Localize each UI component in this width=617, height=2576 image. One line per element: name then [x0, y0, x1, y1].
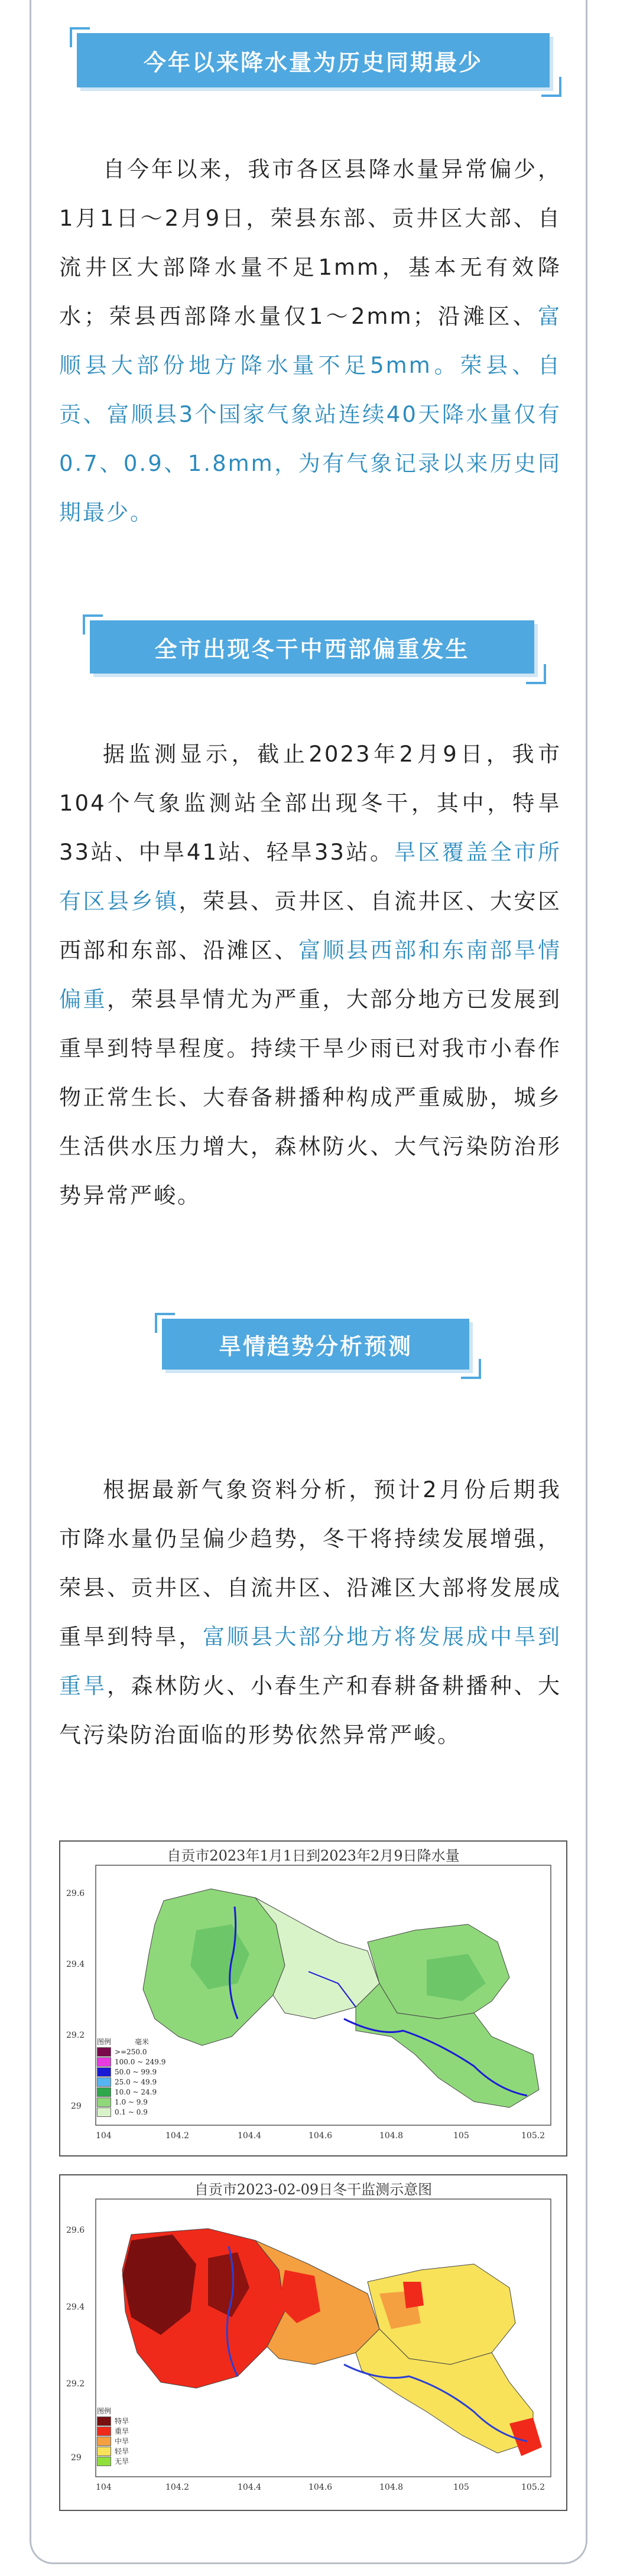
- legend-item: [97, 2087, 165, 2097]
- x-tick: 104.8: [379, 2483, 404, 2492]
- x-tick: 105: [453, 2483, 469, 2492]
- legend-label: >=250.0: [115, 2047, 147, 2056]
- paragraph-3: [59, 1465, 561, 1759]
- legend-label: 1.0 ~ 9.9: [115, 2097, 148, 2106]
- map-title: 自贡市2023-02-09日冬干监测示意图: [194, 2181, 433, 2198]
- x-tick: 104.6: [308, 2483, 333, 2492]
- legend-label: 50.0 ~ 99.9: [115, 2067, 157, 2076]
- y-tick: 29: [71, 2453, 82, 2463]
- drought-map-graphic: [60, 2175, 566, 2510]
- legend-swatch: [97, 2457, 111, 2466]
- legend-item: [97, 2436, 129, 2446]
- legend-swatch: [97, 2447, 111, 2456]
- legend-item: [97, 2456, 129, 2466]
- legend-label: 轻旱: [115, 2447, 129, 2455]
- y-tick: 29.4: [66, 2302, 85, 2312]
- y-tick: 29.2: [66, 2031, 85, 2040]
- legend-item: [97, 2416, 129, 2426]
- x-tick: 104: [96, 2131, 112, 2141]
- x-tick: 104: [96, 2483, 112, 2492]
- paragraph-text: 根据最新气象资料分析，预计2月份后期我市降水量仍呈偏少趋势，冬干将持续发展增强，荣县、贡井区、自流井区、沿滩区大部将发展成重旱到特旱，: [59, 1477, 561, 1650]
- legend-label: 10.0 ~ 24.9: [115, 2087, 157, 2096]
- legend-swatch: [97, 2057, 111, 2067]
- legend-label: 100.0 ~ 249.9: [115, 2057, 166, 2066]
- precipitation-map: [59, 1840, 567, 2157]
- legend-item: [97, 2047, 165, 2057]
- paragraph-1: [59, 145, 561, 537]
- x-tick: 105.2: [521, 2483, 545, 2492]
- x-tick: 105.2: [521, 2131, 545, 2141]
- paragraph-text: ，荣县、贡井区、自流井区、大安区西部和东部、沿滩区、: [59, 889, 561, 963]
- section-title: 全市出现冬干中西部偏重发生: [90, 620, 534, 674]
- x-tick: 105: [453, 2131, 469, 2141]
- legend-item: [97, 2097, 165, 2107]
- legend-swatch: [97, 2097, 111, 2107]
- drought-map: [59, 2174, 567, 2511]
- paragraph-text: ，荣县旱情尤为严重，大部分地方已发展到重旱到特旱程度。持续干旱少雨已对我市小春作物正常生长、大春备耕播种构成严重威胁，城乡生活供水压力增大，森林防火、大气污染防治形势异常严峻。: [59, 987, 561, 1208]
- legend-swatch: [97, 2077, 111, 2087]
- highlighted-text: 富顺县大部分地方将发展成中旱到重旱: [59, 1624, 561, 1699]
- legend-item: [97, 2067, 165, 2077]
- highlighted-text: 旱区覆盖全市所有区县乡镇: [59, 840, 562, 914]
- paragraph-text: 自今年以来，我市各区县降水量异常偏少，1月1日～2月9日，荣县东部、贡井区大部、自流井区大部降水量不足1mm，基本无有效降水；荣县西部降水量仅1～2mm；沿滩区、: [59, 157, 561, 329]
- legend-unit: 毫米: [135, 2038, 150, 2046]
- y-tick: 29: [71, 2102, 82, 2111]
- legend-title: 图例: [97, 2038, 112, 2046]
- legend-swatch: [97, 2416, 111, 2426]
- legend-label: 中旱: [115, 2437, 129, 2445]
- legend-swatch: [97, 2087, 111, 2097]
- legend-label: 无旱: [115, 2457, 129, 2466]
- legend-label: 0.1 ~ 0.9: [115, 2107, 148, 2116]
- legend-item: [97, 2077, 165, 2087]
- legend-title: 图例: [97, 2407, 112, 2415]
- map-legend: [97, 2406, 129, 2466]
- map-legend: [97, 2037, 165, 2117]
- section-title: 今年以来降水量为历史同期最少: [77, 33, 550, 87]
- x-tick: 104.4: [238, 2483, 262, 2492]
- map-title: 自贡市2023年1月1日到2023年2月9日降水量: [167, 1848, 460, 1864]
- legend-label: 重旱: [115, 2427, 129, 2435]
- legend-label: 特旱: [115, 2417, 129, 2425]
- paragraph-text: ，森林防火、小春生产和春耕备耕播种、大气污染防治面临的形势依然异常严峻。: [59, 1673, 561, 1748]
- legend-swatch: [97, 2067, 111, 2077]
- legend-swatch: [97, 2437, 111, 2446]
- legend-item: [97, 2057, 165, 2067]
- x-tick: 104.2: [165, 2483, 190, 2492]
- legend-item: [97, 2446, 129, 2456]
- y-tick: 29.6: [66, 1889, 85, 1898]
- paragraph-text: 据监测显示，截止2023年2月9日，我市104个气象监测站全部出现冬干，其中，特旱33站、中旱41站、轻旱33站。: [59, 741, 561, 865]
- highlighted-text: 富顺县西部和东南部旱情偏重: [59, 938, 561, 1012]
- legend-item: [97, 2107, 165, 2117]
- y-tick: 29.2: [66, 2379, 85, 2389]
- highlighted-text: 富顺县大部份地方降水量不足5mm。荣县、自贡、富顺县3个国家气象站连续40天降水量仅有0.7、0.9、1.8mm，为有气象记录以来历史同期最少。: [59, 304, 561, 525]
- legend-swatch: [97, 2107, 111, 2117]
- y-tick: 29.4: [66, 1960, 85, 1969]
- legend-item: [97, 2426, 129, 2436]
- x-tick: 104.6: [308, 2131, 333, 2141]
- legend-swatch: [97, 2427, 111, 2436]
- legend-label: 25.0 ~ 49.9: [115, 2077, 157, 2086]
- y-tick: 29.6: [66, 2226, 85, 2235]
- x-tick: 104.8: [379, 2131, 404, 2141]
- legend-swatch: [97, 2047, 111, 2057]
- x-tick: 104.4: [238, 2131, 262, 2141]
- section-title: 旱情趋势分析预测: [162, 1319, 469, 1370]
- x-tick: 104.2: [165, 2131, 190, 2141]
- paragraph-2: [59, 730, 561, 1220]
